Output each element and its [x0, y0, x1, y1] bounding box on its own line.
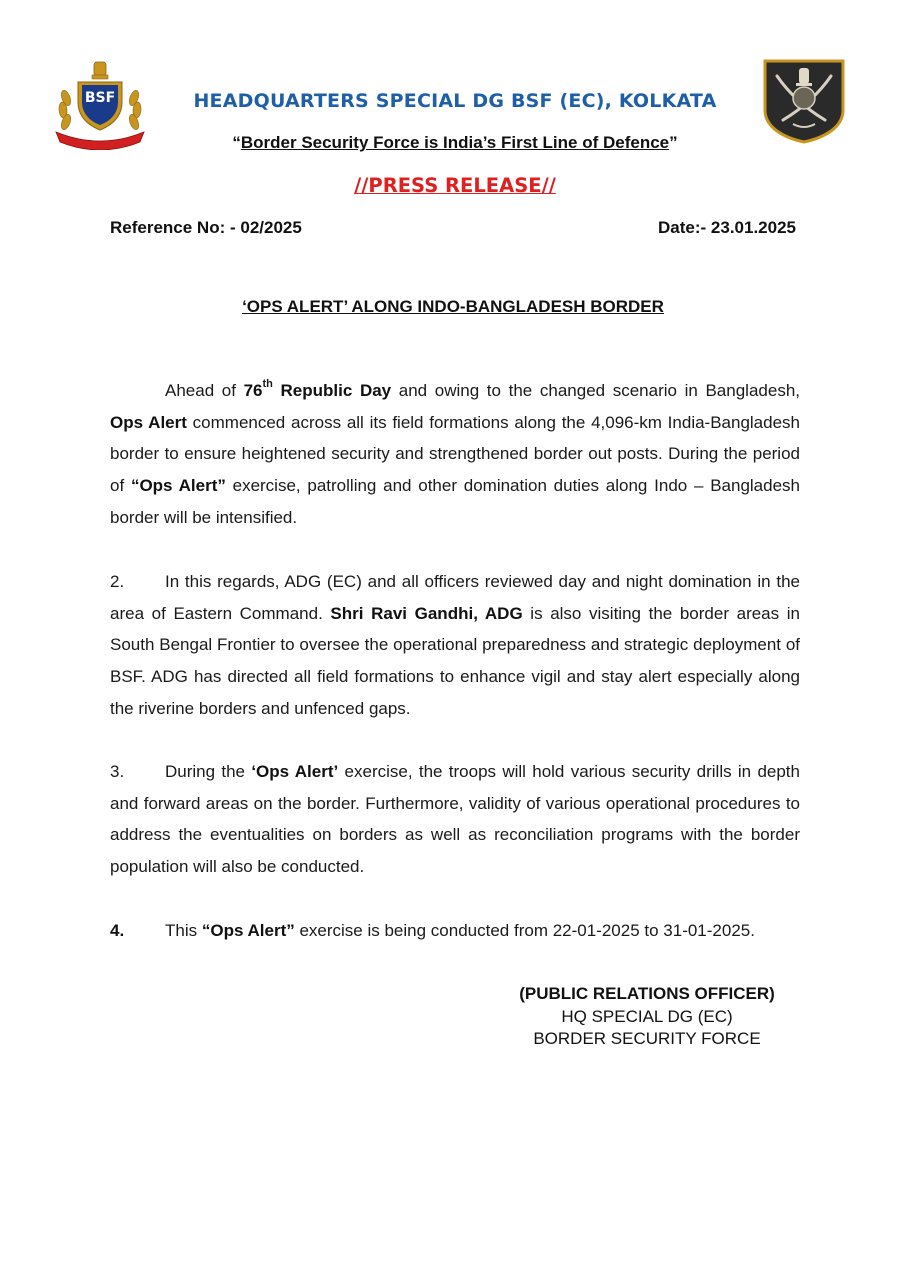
p1-text-2: and owing to the changed scenario in Bangladesh,	[391, 381, 800, 400]
p4-number: 4.	[110, 921, 125, 940]
bsf-logo-ribbon-text: सीमा सुरक्षा बल	[79, 132, 121, 140]
bsf-logo-text: BSF	[84, 90, 116, 106]
signature-block	[500, 983, 794, 1051]
p1-superscript: th	[262, 378, 273, 391]
motto-close-quote: ”	[669, 133, 678, 152]
p3-text-1: During the	[165, 762, 252, 781]
paragraph-3	[110, 756, 800, 883]
headquarters-title: HEADQUARTERS SPECIAL DG BSF (EC), KOLKATA	[193, 90, 717, 112]
p2-bold-name: Shri Ravi Gandhi, ADG	[330, 603, 523, 623]
p1-bold-ops-alert-quoted: “Ops Alert”	[130, 476, 226, 496]
signature-line-2: BORDER SECURITY FORCE	[533, 1029, 761, 1048]
press-release-label: //PRESS RELEASE//	[354, 174, 556, 197]
p1-text-1: Ahead of	[165, 381, 244, 400]
p4-bold-ops-alert: “Ops Alert”	[201, 921, 295, 940]
p3-text-2: exercise, the troops will hold various security drills in depth and forward areas on the border. Furthermore, validity of various operational procedures to address the eventualities on borders as well as reconciliation programs with the border population will also be conducted.	[110, 762, 800, 877]
p2-text-1: In this regards, ADG (EC) and all officers reviewed day and night domination in the area of Eastern Command.	[110, 572, 800, 623]
release-date: Date:- 23.01.2025	[658, 218, 796, 237]
signature-line-1: HQ SPECIAL DG (EC)	[561, 1006, 733, 1026]
p4-text-2: exercise is being conducted from 22-01-2025 to 31-01-2025.	[294, 921, 755, 940]
p4-text-1: This	[165, 921, 202, 940]
p3-bold-ops-alert: ‘Ops Alert’	[251, 762, 339, 781]
p2-text-2: is also visiting the border areas in South Bengal Frontier to oversee the operational preparedness and strategic deployment of BSF. ADG has directed all field formations to enhance vigil and stay alert especially along the riverine borders and unfenced gaps.	[110, 603, 800, 718]
p3-number: 3.	[110, 762, 125, 781]
motto	[110, 133, 800, 153]
p2-number: 2.	[110, 572, 125, 591]
paragraph-1	[110, 375, 800, 534]
document-heading: ‘OPS ALERT’ ALONG INDO-BANGLADESH BORDER	[242, 297, 664, 316]
reference-row	[110, 218, 796, 238]
motto-text: Border Security Force is India’s First Line of Defence	[240, 133, 670, 152]
p1-bold-number: 76	[243, 381, 263, 400]
p1-text-4: exercise, patrolling and other domination duties along Indo – Bangladesh border will be intensified.	[110, 476, 800, 527]
p1-bold-republic-day: Republic Day	[272, 381, 392, 400]
signature-title: (PUBLIC RELATIONS OFFICER)	[519, 984, 775, 1003]
paragraph-2	[110, 566, 800, 725]
p1-bold-ops-alert: Ops Alert	[110, 412, 187, 432]
reference-number: Reference No: - 02/2025	[110, 218, 302, 237]
paragraph-4	[110, 915, 800, 947]
p1-text-3: commenced across all its field formations along the 4,096-km India-Bangladesh border to ensure heightened security and strengthened border out posts. During the period of	[110, 412, 801, 496]
motto-open-quote: “	[232, 133, 241, 152]
eastern-command-emblem	[761, 58, 847, 144]
